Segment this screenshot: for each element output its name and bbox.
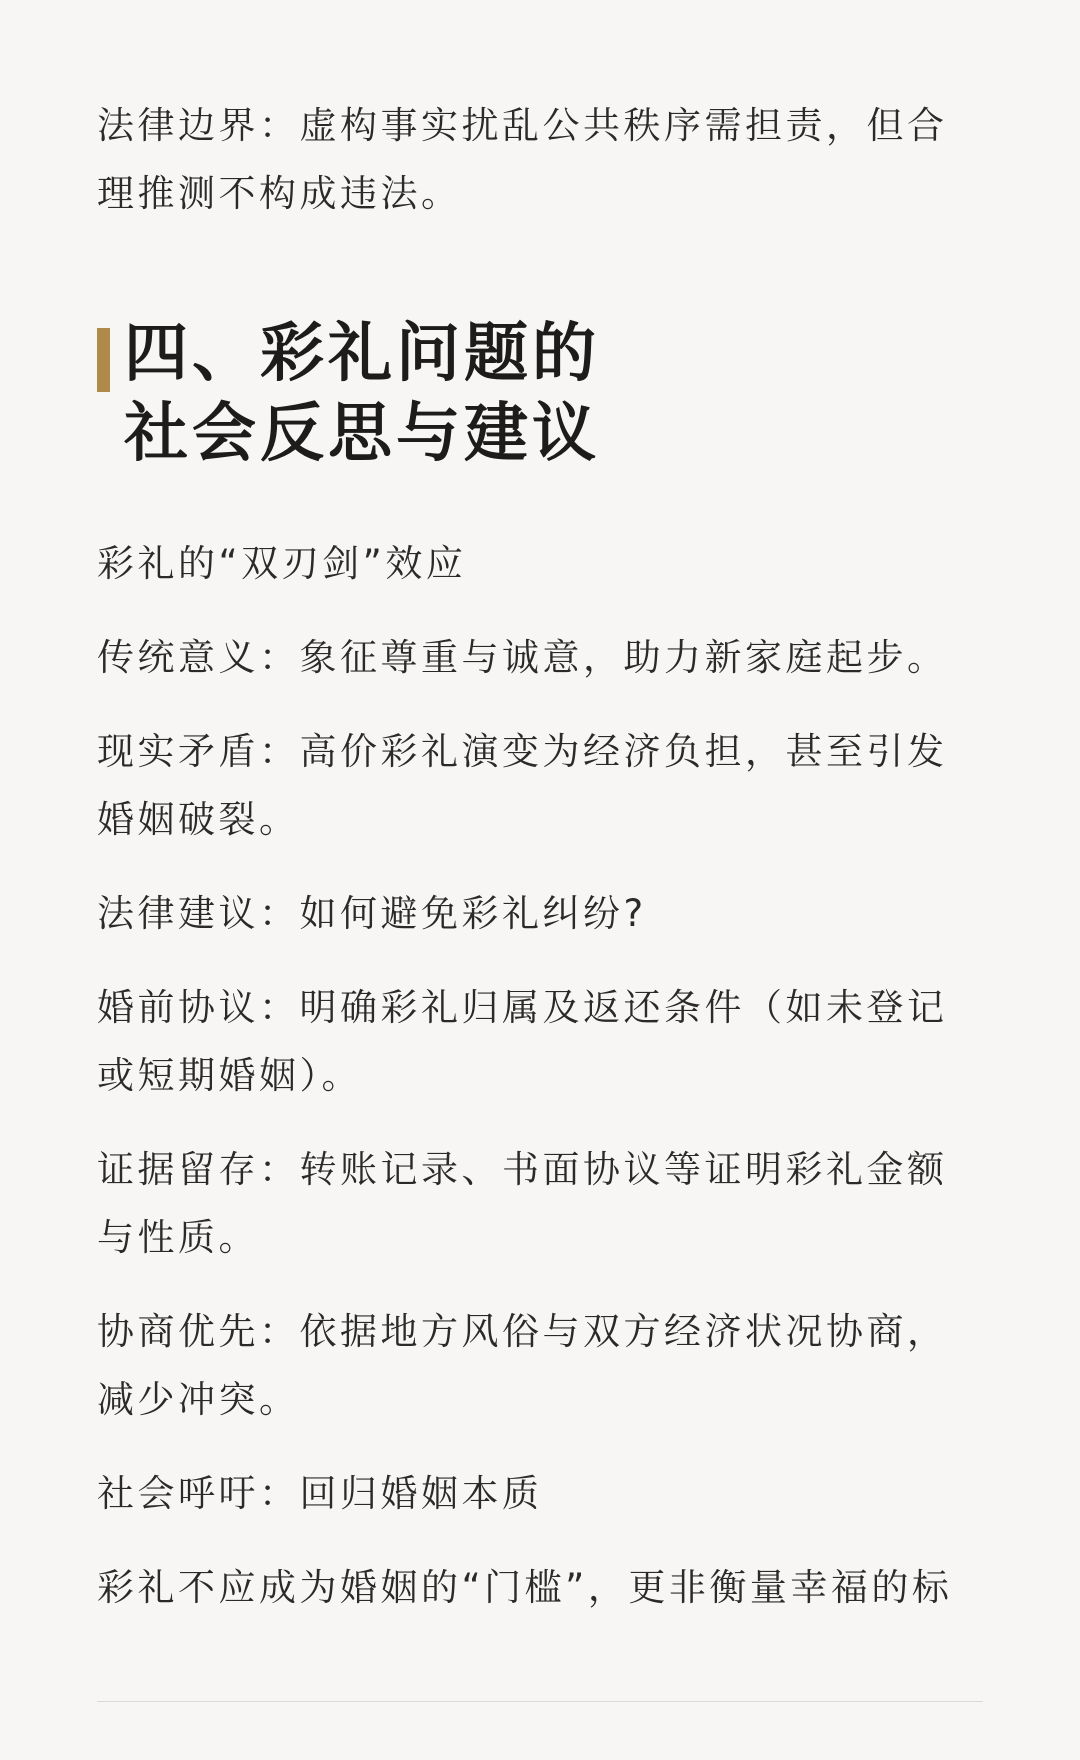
bottom-divider bbox=[97, 1701, 983, 1702]
paragraph-legal-advice: 法律建议：如何避免彩礼纠纷? bbox=[97, 892, 647, 935]
heading-accent-bar bbox=[97, 328, 110, 392]
section-heading bbox=[97, 314, 987, 474]
paragraph-evidence: 证据留存：转账记录、书面协议等证明彩礼金额与性质。 bbox=[97, 1148, 948, 1259]
paragraph-social-appeal: 社会呼吁：回归婚姻本质 bbox=[97, 1472, 543, 1515]
paragraph-negotiation: 协商优先：依据地方风俗与双方经济状况协商，减少冲突。 bbox=[97, 1310, 948, 1421]
paragraph-double-edged-title: 彩礼的“双刃剑”效应 bbox=[97, 542, 467, 585]
intro-paragraph: 法律边界：虚构事实扰乱公共秩序需担责，但合理推测不构成违法。 bbox=[97, 104, 948, 215]
heading-line-2: 社会反思与建议 bbox=[124, 397, 600, 471]
paragraph-real-conflict: 现实矛盾：高价彩礼演变为经济负担，甚至引发婚姻破裂。 bbox=[97, 730, 948, 841]
paragraph-prenup: 婚前协议：明确彩礼归属及返还条件（如未登记或短期婚姻）。 bbox=[97, 986, 948, 1097]
article-body bbox=[97, 92, 987, 1648]
paragraph-threshold: 彩礼不应成为婚姻的“门槛”，更非衡量幸福的标 bbox=[97, 1566, 953, 1609]
paragraph-traditional-meaning: 传统意义：象征尊重与诚意，助力新家庭起步。 bbox=[97, 636, 948, 679]
heading-line-1: 四、彩礼问题的 bbox=[124, 317, 600, 391]
